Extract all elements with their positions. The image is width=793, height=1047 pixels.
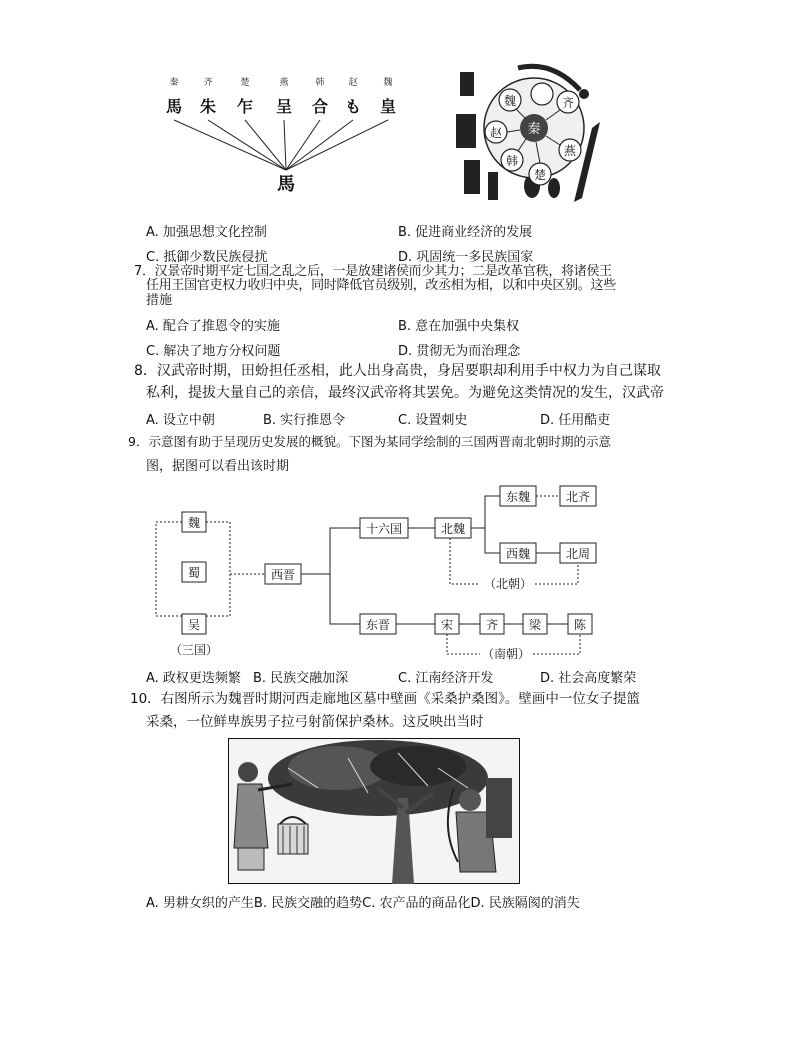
box-dongwei: 东魏 <box>505 490 531 504</box>
state-label: 楚 <box>240 78 250 88</box>
q7-stem-line1: 7．汉景帝时期平定七国之乱之后，一是放建诸侯而少其力；二是改革官秩，将诸侯王 <box>134 264 612 279</box>
q9-option-d: D. 社会高度繁荣 <box>540 671 637 686</box>
q9-stem-line2: 图，据图可以看出该时期 <box>146 459 290 474</box>
q10-options: A. 男耕女织的产生B. 民族交融的趋势C. 农产品的商品化D. 民族隔阂的消失 <box>146 896 580 911</box>
q7-option-c: C. 解决了地方分权问题 <box>146 344 281 359</box>
box-xiwei: 西魏 <box>505 547 531 561</box>
box-shu: 蜀 <box>187 566 201 580</box>
q8-option-d: D. 任用酷吏 <box>540 413 611 428</box>
label-northern-dynasties: （北朝） <box>483 577 533 591</box>
box-beiwei: 北魏 <box>440 522 466 536</box>
q6-option-a: A. 加强思想文化控制 <box>146 225 267 240</box>
box-xijin: 西晋 <box>270 568 296 582</box>
q8-option-b: B. 实行推恩令 <box>263 413 346 428</box>
q9-option-b: B. 民族交融加深 <box>253 671 349 686</box>
box-wu: 吴 <box>187 618 201 632</box>
mulberry-mural-image <box>228 738 520 884</box>
ancient-script: も <box>344 97 362 116</box>
state-label: 魏 <box>383 78 393 88</box>
q10-stem-line2: 采桑，一位鲜卑族男子拉弓射箭保护桑林。这反映出当时 <box>146 714 484 730</box>
q7-option-d: D. 贯彻无为而治理念 <box>398 344 521 359</box>
state-node: 韩 <box>505 154 519 168</box>
label-southern-dynasties: （南朝） <box>481 647 531 661</box>
q10-stem-line1: 10．右图所示为魏晋时期河西走廊地区墓中壁画《采桑护桑图》。壁画中一位女子提篮 <box>130 691 640 707</box>
state-node: 楚 <box>533 168 547 182</box>
state-label: 秦 <box>169 78 179 88</box>
box-qi: 齐 <box>485 618 499 632</box>
box-song: 宋 <box>440 618 454 632</box>
state-node: 齐 <box>561 96 575 110</box>
state-node: 赵 <box>489 126 503 140</box>
ancient-script: 朱 <box>199 97 217 116</box>
box-sixteen-kingdoms: 十六国 <box>365 522 403 536</box>
ancient-script: 合 <box>311 97 329 116</box>
ancient-script: 馬 <box>165 97 183 116</box>
q8-option-a: A. 设立中朝 <box>146 413 215 428</box>
ancient-script: 呈 <box>275 97 293 116</box>
q9-option-c: C. 江南经济开发 <box>398 671 494 686</box>
ancient-script: 乍 <box>236 97 254 116</box>
state-label: 齐 <box>203 78 213 88</box>
state-label: 赵 <box>348 78 358 88</box>
box-liang: 梁 <box>528 618 542 632</box>
q6-option-d: D. 巩固统一多民族国家 <box>398 250 534 265</box>
state-circle-figure <box>452 62 602 210</box>
box-wei: 魏 <box>187 516 201 530</box>
state-label: 燕 <box>279 78 289 88</box>
box-chen: 陈 <box>573 618 587 632</box>
center-state: 秦 <box>527 122 541 137</box>
ancient-script: 皇 <box>379 97 397 116</box>
state-label: 韩 <box>315 78 325 88</box>
box-beizhou: 北周 <box>565 547 591 561</box>
q6-option-b: B. 促进商业经济的发展 <box>398 225 533 240</box>
q6-option-c: C. 抵御少数民族侵扰 <box>146 250 268 265</box>
q7-option-b: B. 意在加强中央集权 <box>398 319 520 334</box>
q7-stem-line2: 任用王国官吏权力收归中央，同时降低官员级别，改丞相为相，以和中央区别。这些 <box>146 278 616 293</box>
scripts-unification-figure <box>160 68 410 208</box>
state-node: 燕 <box>563 144 577 158</box>
dynasty-diagram <box>150 478 620 664</box>
q7-stem-line3: 措施 <box>146 293 173 308</box>
q9-stem-line1: 9．示意图有助于呈现历史发展的概貌。下图为某同学绘制的三国两晋南北朝时期的示意 <box>128 434 611 449</box>
unified-script: 馬 <box>277 174 295 195</box>
label-three-kingdoms: （三国） <box>169 643 219 657</box>
q9-option-a: A. 政权更迭频繁 <box>146 671 241 686</box>
state-node: 魏 <box>503 94 517 108</box>
q8-stem-line2: 私利，提拔大量自己的亲信，最终汉武帝将其罢免。为避免这类情况的发生，汉武帝 <box>146 385 664 401</box>
q7-option-a: A. 配合了推恩令的实施 <box>146 319 280 334</box>
q8-stem-line1: 8．汉武帝时期，田蚡担任丞相，此人出身高贵，身居要职却利用手中权力为自己谋取 <box>134 363 661 379</box>
box-dongjin: 东晋 <box>365 618 391 632</box>
q8-option-c: C. 设置刺史 <box>398 413 468 428</box>
box-beiqi: 北齐 <box>565 490 591 504</box>
